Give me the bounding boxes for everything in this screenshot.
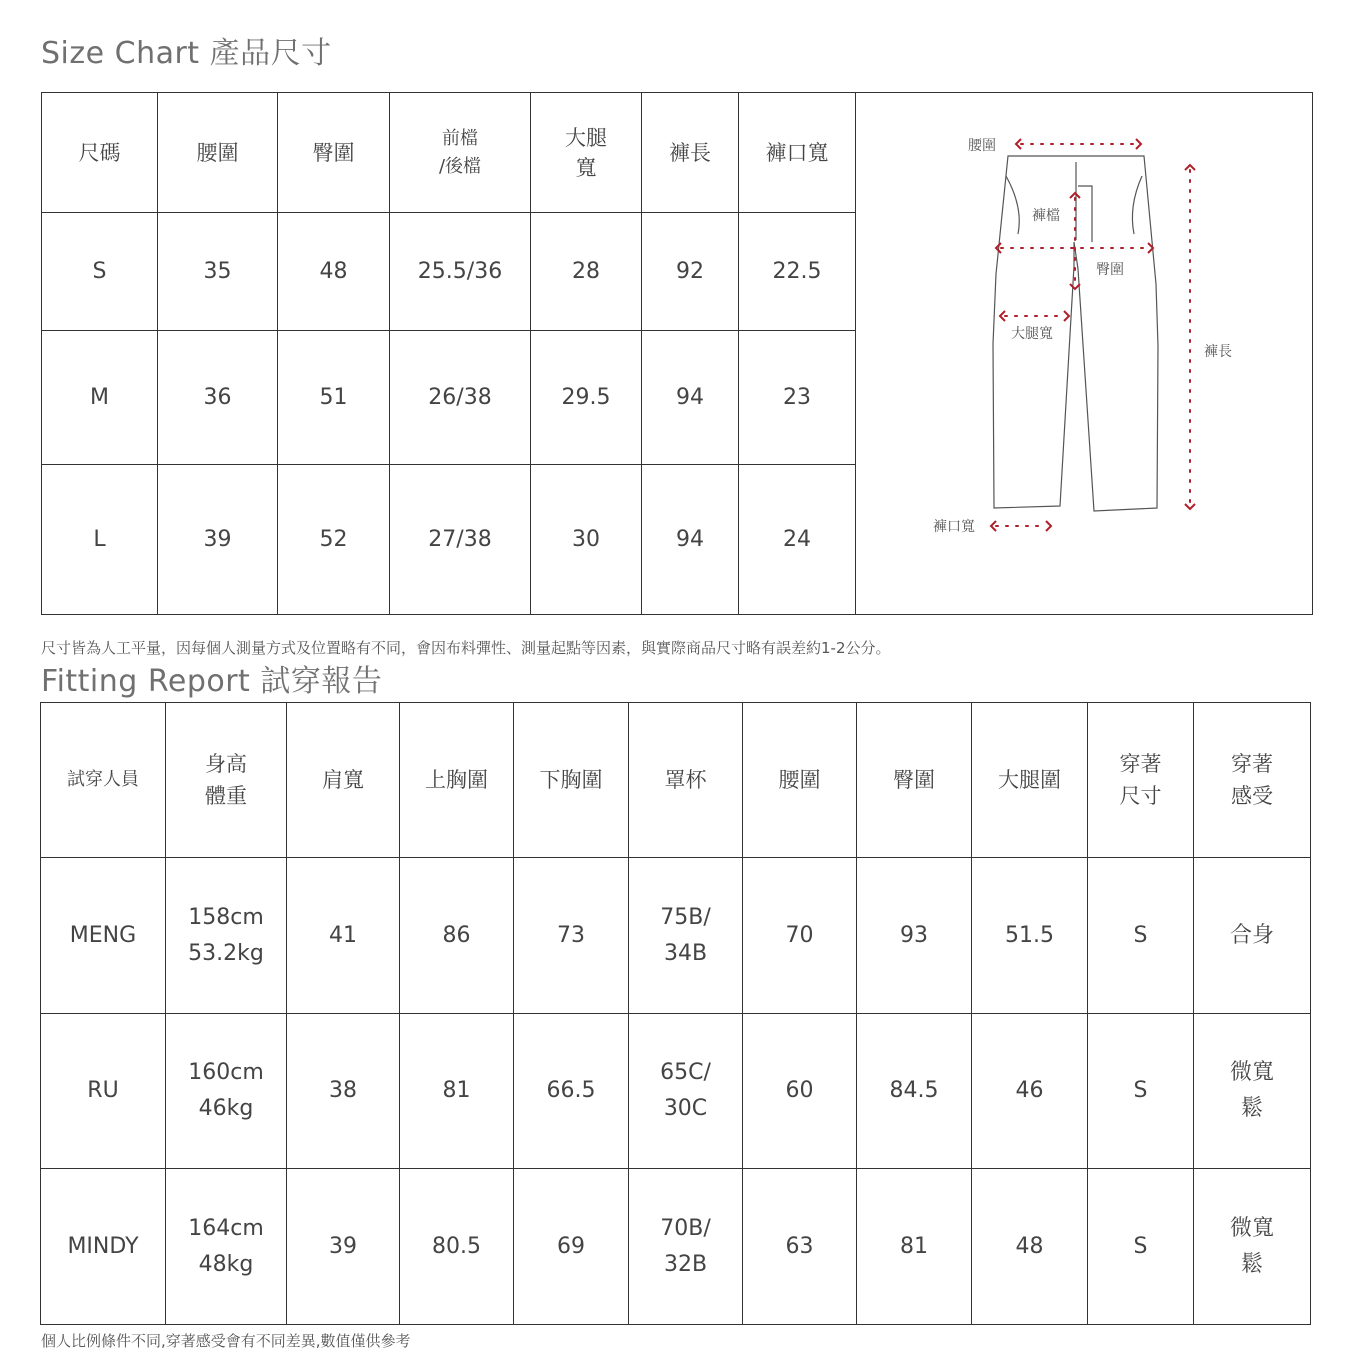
cell-upper-chest: 81 bbox=[400, 1014, 514, 1169]
cell-length: 94 bbox=[642, 331, 739, 465]
cell-height-weight bbox=[166, 1169, 287, 1325]
row-size: S bbox=[42, 213, 158, 331]
cell-height-weight bbox=[166, 1014, 287, 1169]
cell-model: RU bbox=[41, 1014, 166, 1169]
cell-upper-chest: 80.5 bbox=[400, 1169, 514, 1325]
cell-shoulder: 38 bbox=[287, 1014, 400, 1169]
thigh-label: 大腿寬 bbox=[1011, 325, 1053, 342]
header-cell bbox=[1194, 703, 1311, 858]
header-waist: 腰圍 bbox=[196, 140, 239, 165]
header-cell bbox=[1088, 703, 1194, 858]
cell-upper-chest: 86 bbox=[400, 858, 514, 1014]
height-weight-value: 164cm 48kg bbox=[188, 1215, 264, 1277]
cell-model: MINDY bbox=[41, 1169, 166, 1325]
cell-hip: 93 bbox=[857, 858, 972, 1014]
header-upper-chest: 上胸圍 bbox=[425, 768, 488, 792]
cell-thigh: 46 bbox=[972, 1014, 1088, 1169]
table-row bbox=[41, 1014, 1311, 1169]
header-thigh: 大腿 寬 bbox=[565, 125, 607, 180]
header-worn-size: 穿著 尺寸 bbox=[1119, 752, 1162, 808]
cell-thigh: 28 bbox=[531, 213, 642, 331]
row-size: L bbox=[42, 465, 158, 615]
header-cell bbox=[642, 93, 739, 213]
size-chart-note: 尺寸皆為人工平量，因每個人測量方式及位置略有不同，會因布料彈性、測量起點等因素，與實際商品尺寸略有誤差約1-2公分。 bbox=[41, 639, 891, 657]
header-cell bbox=[390, 93, 531, 213]
cell-cup bbox=[629, 1169, 743, 1325]
cell-waist: 36 bbox=[158, 331, 278, 465]
header-hip: 臀圍 bbox=[312, 140, 355, 165]
header-cup: 罩杯 bbox=[664, 768, 707, 792]
row-size: M bbox=[42, 331, 158, 465]
header-fit-feel: 穿著 感受 bbox=[1231, 752, 1273, 808]
cell-waist: 70 bbox=[743, 858, 857, 1014]
cell-thigh: 51.5 bbox=[972, 858, 1088, 1014]
pants-diagram-cell bbox=[856, 93, 1313, 615]
header-length: 褲長 bbox=[669, 140, 711, 165]
cell-hip: 51 bbox=[278, 331, 390, 465]
header-size: 尺碼 bbox=[78, 140, 121, 165]
header-cell bbox=[400, 703, 514, 858]
pants-outline-icon bbox=[856, 94, 1312, 614]
header-cell bbox=[41, 703, 166, 858]
table-row bbox=[41, 858, 1311, 1014]
fit-feel-value: 合身 bbox=[1229, 922, 1274, 948]
header-cell bbox=[739, 93, 856, 213]
header-cell bbox=[531, 93, 642, 213]
cell-shoulder: 39 bbox=[287, 1169, 400, 1325]
length-label: 褲長 bbox=[1204, 343, 1232, 360]
hip-label: 臀圍 bbox=[1096, 261, 1124, 278]
cell-hip: 81 bbox=[857, 1169, 972, 1325]
size-chart-header-row bbox=[42, 93, 1313, 213]
fitting-report-title: Fitting Report 試穿報告 bbox=[41, 664, 383, 699]
cell-thigh: 29.5 bbox=[531, 331, 642, 465]
cell-length: 94 bbox=[642, 465, 739, 615]
cell-thigh: 48 bbox=[972, 1169, 1088, 1325]
cell-waist: 60 bbox=[743, 1014, 857, 1169]
cell-hip: 52 bbox=[278, 465, 390, 615]
header-cell bbox=[42, 93, 158, 213]
header-rise: 前檔 /後檔 bbox=[438, 127, 482, 177]
cell-under-chest: 69 bbox=[514, 1169, 629, 1325]
cell-length: 92 bbox=[642, 213, 739, 331]
cell-under-chest: 66.5 bbox=[514, 1014, 629, 1169]
rise-label: 褲檔 bbox=[1032, 207, 1060, 224]
header-height-weight: 身高 體重 bbox=[205, 752, 247, 808]
header-hem: 褲口寬 bbox=[765, 140, 829, 165]
header-cell bbox=[972, 703, 1088, 858]
cell-hem: 24 bbox=[739, 465, 856, 615]
header-cell bbox=[857, 703, 972, 858]
header-shoulder: 肩寬 bbox=[322, 768, 364, 792]
cell-worn-size: S bbox=[1088, 858, 1194, 1014]
header-model: 試穿人員 bbox=[67, 769, 139, 790]
cell-fit-feel bbox=[1194, 1014, 1311, 1169]
cup-value: 75B/ 34B bbox=[660, 904, 711, 966]
cell-cup bbox=[629, 858, 743, 1014]
header-cell bbox=[287, 703, 400, 858]
cell-rise: 26/38 bbox=[390, 331, 531, 465]
cell-waist: 35 bbox=[158, 213, 278, 331]
fitting-report-table bbox=[40, 702, 1311, 1325]
header-cell bbox=[158, 93, 278, 213]
fit-feel-value: 微寬 鬆 bbox=[1229, 1215, 1274, 1277]
cell-thigh: 30 bbox=[531, 465, 642, 615]
height-weight-value: 158cm 53.2kg bbox=[188, 904, 264, 966]
header-hip: 臀圍 bbox=[893, 768, 935, 792]
fitting-report-note: 個人比例條件不同,穿著感受會有不同差異,數值僅供參考 bbox=[41, 1332, 411, 1350]
waist-label: 腰圍 bbox=[968, 137, 996, 154]
cell-under-chest: 73 bbox=[514, 858, 629, 1014]
header-cell bbox=[166, 703, 287, 858]
cell-hip: 48 bbox=[278, 213, 390, 331]
size-chart-title: Size Chart 產品尺寸 bbox=[41, 36, 332, 71]
cell-waist: 63 bbox=[743, 1169, 857, 1325]
cell-worn-size: S bbox=[1088, 1014, 1194, 1169]
header-cell bbox=[278, 93, 390, 213]
cell-hem: 22.5 bbox=[739, 213, 856, 331]
cell-hem: 23 bbox=[739, 331, 856, 465]
height-weight-value: 160cm 46kg bbox=[188, 1060, 264, 1121]
header-cell bbox=[514, 703, 629, 858]
header-cell bbox=[629, 703, 743, 858]
hem-label: 褲口寬 bbox=[933, 518, 975, 535]
cell-fit-feel bbox=[1194, 1169, 1311, 1325]
cell-rise: 25.5/36 bbox=[390, 213, 531, 331]
cell-waist: 39 bbox=[158, 465, 278, 615]
cell-worn-size: S bbox=[1088, 1169, 1194, 1325]
cell-height-weight bbox=[166, 858, 287, 1014]
cell-shoulder: 41 bbox=[287, 858, 400, 1014]
cup-value: 65C/ 30C bbox=[660, 1060, 711, 1121]
size-chart-table bbox=[41, 92, 1313, 615]
header-waist: 腰圍 bbox=[778, 768, 821, 792]
table-row bbox=[41, 1169, 1311, 1325]
cup-value: 70B/ 32B bbox=[660, 1215, 711, 1277]
cell-cup bbox=[629, 1014, 743, 1169]
header-thigh: 大腿圍 bbox=[998, 768, 1061, 792]
cell-rise: 27/38 bbox=[390, 465, 531, 615]
cell-fit-feel bbox=[1194, 858, 1311, 1014]
fitting-header-row bbox=[41, 703, 1311, 858]
cell-hip: 84.5 bbox=[857, 1014, 972, 1169]
fit-feel-value: 微寬 鬆 bbox=[1229, 1060, 1274, 1121]
cell-model: MENG bbox=[41, 858, 166, 1014]
header-cell bbox=[743, 703, 857, 858]
header-under-chest: 下胸圍 bbox=[539, 768, 603, 792]
